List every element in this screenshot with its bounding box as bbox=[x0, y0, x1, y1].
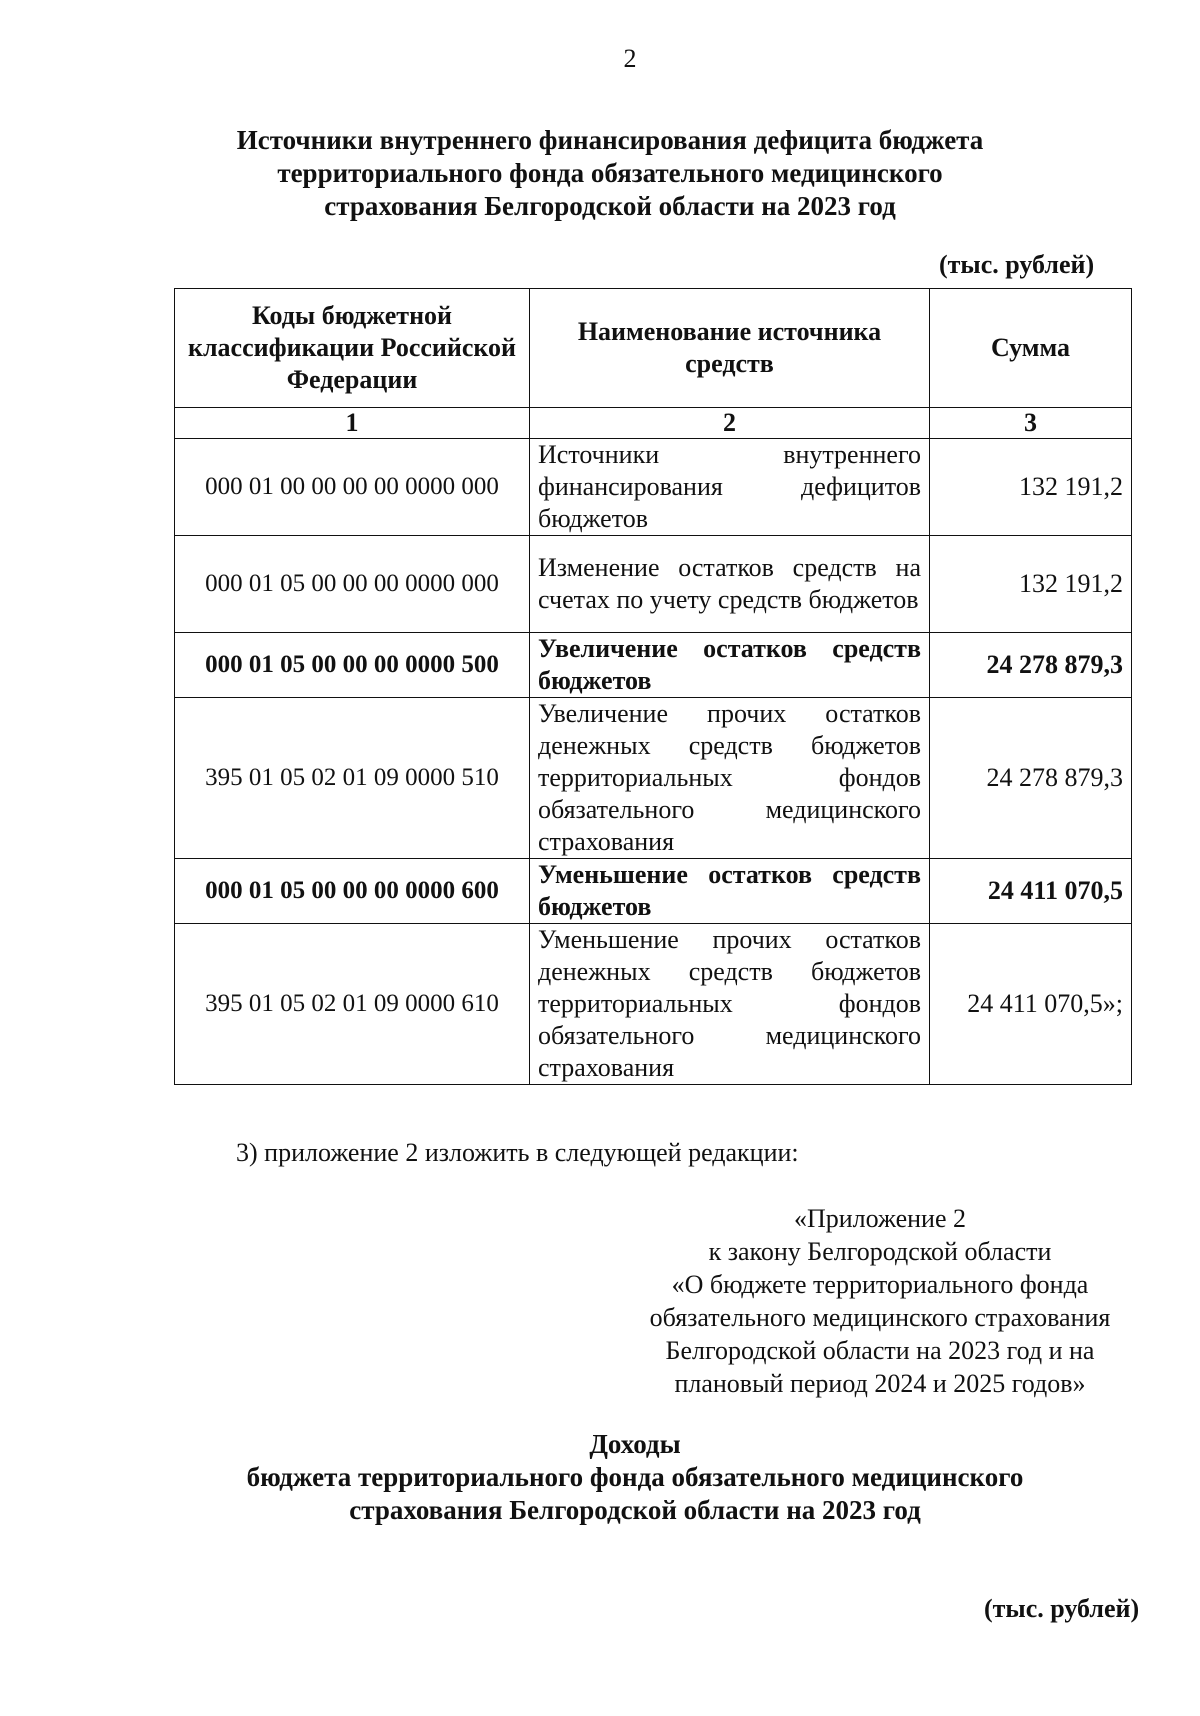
row-sum: 24 411 070,5 bbox=[930, 859, 1132, 924]
row-name: Увеличение прочих остатков денежных средств бюджетов территориальных фондов обязательного медицинского страхования bbox=[530, 698, 930, 859]
column-number: 1 bbox=[175, 408, 530, 439]
row-code: 000 01 00 00 00 00 0000 000 bbox=[175, 439, 530, 536]
row-code: 000 01 05 00 00 00 0000 000 bbox=[175, 536, 530, 633]
units-label-2: (тыс. рублей) bbox=[984, 1594, 1140, 1623]
appendix-header bbox=[600, 1202, 1160, 1400]
appendix-line: «О бюджете территориального фонда bbox=[671, 1270, 1089, 1299]
table-row bbox=[175, 859, 1132, 924]
row-code: 395 01 05 02 01 09 0000 610 bbox=[175, 924, 530, 1085]
header-codes: Коды бюджетной классификации Российской Федерации bbox=[175, 289, 530, 408]
appendix-line: Белгородской области на 2023 год и на bbox=[665, 1336, 1095, 1365]
column-numbers-row bbox=[175, 408, 1132, 439]
row-sum: 132 191,2 bbox=[930, 439, 1132, 536]
row-code: 000 01 05 00 00 00 0000 500 bbox=[175, 633, 530, 698]
row-name: Изменение остатков средств на счетах по учету средств бюджетов bbox=[530, 536, 930, 633]
row-code: 000 01 05 00 00 00 0000 600 bbox=[175, 859, 530, 924]
row-sum: 24 278 879,3 bbox=[930, 633, 1132, 698]
page-number: 2 bbox=[623, 44, 637, 73]
column-number: 2 bbox=[530, 408, 930, 439]
title-line: территориального фонда обязательного медицинского bbox=[277, 158, 943, 188]
table-row bbox=[175, 698, 1132, 859]
appendix-line: к закону Белгородской области bbox=[708, 1237, 1052, 1266]
instruction-paragraph: 3) приложение 2 изложить в следующей редакции: bbox=[236, 1138, 799, 1167]
title-line: страхования Белгородской области на 2023 год bbox=[324, 191, 896, 221]
row-name: Уменьшение прочих остатков денежных средств бюджетов территориальных фондов обязательного медицинского страхования bbox=[530, 924, 930, 1085]
title-line: бюджета территориального фонда обязательного медицинского bbox=[246, 1462, 1024, 1492]
header-sum: Сумма bbox=[930, 289, 1132, 408]
title-line: страхования Белгородской области на 2023 год bbox=[349, 1495, 921, 1525]
income-title bbox=[180, 1428, 1090, 1527]
appendix-line: плановый период 2024 и 2025 годов» bbox=[674, 1369, 1086, 1398]
financing-sources-table bbox=[174, 288, 1132, 1085]
row-name: Увеличение остатков средств бюджетов bbox=[530, 633, 930, 698]
row-name: Уменьшение остатков средств бюджетов bbox=[530, 859, 930, 924]
row-code: 395 01 05 02 01 09 0000 510 bbox=[175, 698, 530, 859]
row-sum: 132 191,2 bbox=[930, 536, 1132, 633]
table-row bbox=[175, 924, 1132, 1085]
table-row bbox=[175, 536, 1132, 633]
document-title bbox=[180, 124, 1040, 223]
column-number: 3 bbox=[930, 408, 1132, 439]
units-label: (тыс. рублей) bbox=[939, 250, 1095, 279]
title-line: Источники внутреннего финансирования дефицита бюджета bbox=[236, 125, 984, 155]
header-name: Наименование источника средств bbox=[530, 289, 930, 408]
table-header-row bbox=[175, 289, 1132, 408]
appendix-line: обязательного медицинского страхования bbox=[649, 1303, 1111, 1332]
title-line: Доходы bbox=[589, 1429, 681, 1459]
table-row bbox=[175, 633, 1132, 698]
table-row bbox=[175, 439, 1132, 536]
row-sum: 24 411 070,5»; bbox=[930, 924, 1132, 1085]
appendix-line: «Приложение 2 bbox=[793, 1204, 967, 1233]
row-name: Источники внутреннего финансирования дефицитов бюджетов bbox=[530, 439, 930, 536]
row-sum: 24 278 879,3 bbox=[930, 698, 1132, 859]
